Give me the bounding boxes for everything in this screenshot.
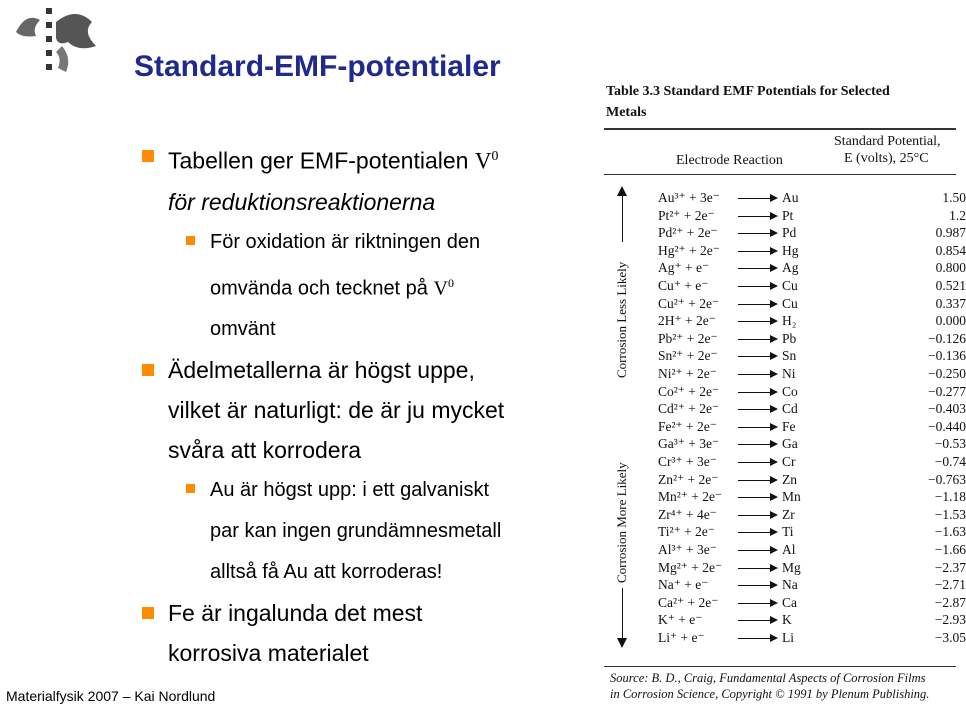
table-caption-cont: Metals (606, 105, 647, 120)
potential: −0.440 (928, 418, 966, 434)
potential: −0.126 (928, 330, 966, 346)
reaction-arrow-icon (738, 268, 776, 269)
reactant: Sn²⁺ + 2e⁻ (658, 348, 718, 364)
footer: Materialfysik 2007 – Kai Nordlund (6, 688, 216, 704)
potential: 0.000 (935, 313, 966, 329)
reaction-arrow-icon (738, 321, 776, 322)
bullet-adelmetallerna: Ädelmetallerna är högst uppe, vilket är naturligt: de är ju mycket svåra att korrodera (140, 350, 600, 470)
side-label-more: Corrosion More Likely (614, 462, 629, 583)
reaction-arrow-icon (738, 409, 776, 410)
product: H₂ (782, 313, 797, 329)
reactant: Zn²⁺ + 2e⁻ (658, 471, 719, 487)
potential: 0.854 (935, 242, 966, 258)
potential: 0.521 (935, 278, 966, 293)
reactant: Cu²⁺ + 2e⁻ (658, 295, 720, 311)
reactant: Au³⁺ + 3e⁻ (658, 190, 720, 205)
reaction-arrow-icon (738, 585, 776, 586)
reactant: Pd²⁺ + 2e⁻ (658, 225, 718, 241)
table-rows (604, 78, 966, 708)
product: Na (782, 577, 798, 593)
potential: −1.18 (934, 489, 966, 505)
reaction-arrow-icon (738, 532, 776, 533)
subbullet-oxidation: För oxidation är riktningen den omvända och tecknet på $V^0$ omvänt (184, 222, 600, 351)
product: Au (782, 190, 799, 205)
reaction-arrow-icon (738, 603, 776, 604)
reaction-arrow-icon (738, 515, 776, 516)
reactant: Li⁺ + e⁻ (658, 630, 705, 645)
reactant: Ca²⁺ + 2e⁻ (658, 594, 719, 610)
potential: −2.93 (934, 612, 966, 628)
reactant: Ag⁺ + e⁻ (658, 260, 710, 276)
table-source: Source: B. D., Craig, Fundamental Aspects of Corrosion Films in Corrosion Science, Copyright © 1991 by Plenum Publishing. (610, 671, 930, 701)
potential: −1.66 (934, 542, 966, 557)
potential: −0.763 (928, 471, 966, 487)
reaction-arrow-icon (738, 550, 776, 551)
product: Ag (782, 260, 799, 276)
product: Cu (782, 278, 798, 293)
product: Mg (782, 559, 801, 575)
product: Cr (782, 454, 796, 469)
header-potential-unit: E (volts), 25°C (844, 151, 929, 166)
product: Ga (782, 436, 798, 452)
potential: −1.63 (934, 524, 966, 540)
product: Sn (782, 348, 797, 364)
university-logo (6, 2, 106, 82)
potential: 0.987 (935, 225, 966, 241)
reactant: Mg²⁺ + 2e⁻ (658, 559, 723, 575)
table-caption: Table 3.3 Standard EMF Potentials for Selected (606, 84, 890, 99)
reaction-arrow-icon (738, 444, 776, 445)
reactant: Na⁺ + e⁻ (658, 577, 709, 593)
potential: −0.250 (928, 366, 966, 381)
potential: 0.337 (935, 295, 966, 311)
reactant: 2H⁺ + 2e⁻ (658, 313, 716, 329)
product: Mn (782, 489, 801, 505)
potential: −2.71 (934, 577, 966, 593)
potential: −0.136 (928, 348, 966, 364)
reactant: Cu⁺ + e⁻ (658, 278, 709, 293)
reaction-arrow-icon (738, 568, 776, 569)
product: Ca (782, 594, 797, 610)
reaction-arrow-icon (738, 251, 776, 252)
product: Pb (782, 330, 797, 346)
reactant: Co²⁺ + 2e⁻ (658, 383, 720, 399)
potential: 1.50 (942, 190, 966, 205)
reaction-arrow-icon (738, 462, 776, 463)
reactant: Pt²⁺ + 2e⁻ (658, 207, 715, 223)
reactant: K⁺ + e⁻ (658, 612, 703, 628)
product: Cu (782, 295, 798, 311)
reaction-arrow-icon (738, 216, 776, 217)
bullet-list (140, 136, 600, 673)
potential: −0.53 (934, 436, 966, 452)
product: Hg (782, 242, 799, 258)
product: Li (782, 630, 794, 645)
product: Pt (782, 207, 794, 223)
product: K (782, 612, 792, 628)
reactant: Zr⁴⁺ + 4e⁻ (658, 506, 717, 522)
potential: −2.87 (934, 594, 966, 610)
reaction-arrow-icon (738, 392, 776, 393)
product: Zn (782, 471, 797, 487)
product: Cd (782, 401, 798, 417)
potential: −0.74 (934, 454, 966, 469)
reactant: Ni²⁺ + 2e⁻ (658, 366, 717, 381)
product: Co (782, 383, 798, 399)
bullet-fe: Fe är ingalunda det mest korrosiva materialet (140, 593, 600, 673)
potential: −0.277 (928, 383, 966, 399)
reactant: Ti²⁺ + 2e⁻ (658, 524, 715, 540)
reaction-arrow-icon (738, 198, 776, 199)
reactant: Pb²⁺ + 2e⁻ (658, 330, 718, 346)
product: Pd (782, 225, 797, 241)
reaction-arrow-icon (738, 356, 776, 357)
reaction-arrow-icon (738, 374, 776, 375)
subbullet-au: Au är högst upp: i ett galvaniskt par kan ingen grundämnesmetall alltså få Au att korroderas! (184, 470, 600, 593)
product: Ti (782, 524, 794, 540)
reaction-arrow-icon (738, 286, 776, 287)
reaction-arrow-icon (738, 427, 776, 428)
product: Fe (782, 418, 796, 434)
header-reaction: Electrode Reaction (676, 153, 783, 168)
reactant: Ga³⁺ + 3e⁻ (658, 436, 720, 452)
potential: 1.2 (949, 207, 966, 223)
reaction-arrow-icon (738, 620, 776, 621)
side-label-less: Corrosion Less Likely (614, 261, 629, 378)
product: Al (782, 542, 796, 557)
header-potential: Standard Potential, (834, 134, 941, 149)
potential: 0.800 (935, 260, 966, 276)
potential: −0.403 (928, 401, 966, 417)
reactant: Mn²⁺ + 2e⁻ (658, 489, 723, 505)
reaction-arrow-icon (738, 497, 776, 498)
potential: −3.05 (934, 630, 966, 645)
emf-table (604, 78, 966, 708)
reactant: Cr³⁺ + 3e⁻ (658, 454, 717, 469)
reaction-arrow-icon (738, 304, 776, 305)
slide-title: Standard-EMF-potentialer (134, 50, 501, 83)
reactant: Fe²⁺ + 2e⁻ (658, 418, 717, 434)
potential: −2.37 (934, 559, 966, 575)
reaction-arrow-icon (738, 233, 776, 234)
product: Ni (782, 366, 796, 381)
reaction-arrow-icon (738, 480, 776, 481)
product: Zr (782, 506, 795, 522)
potential: −1.53 (934, 506, 966, 522)
reaction-arrow-icon (738, 339, 776, 340)
bullet-tabellen: Tabellen ger EMF-potentialen $V^0$ för reduktionsreaktionerna (140, 136, 600, 222)
reactant: Al³⁺ + 3e⁻ (658, 542, 717, 557)
reaction-arrow-icon (738, 638, 776, 639)
table-rule-bottom (604, 666, 956, 667)
reactant: Hg²⁺ + 2e⁻ (658, 242, 720, 258)
reactant: Cd²⁺ + 2e⁻ (658, 401, 720, 417)
